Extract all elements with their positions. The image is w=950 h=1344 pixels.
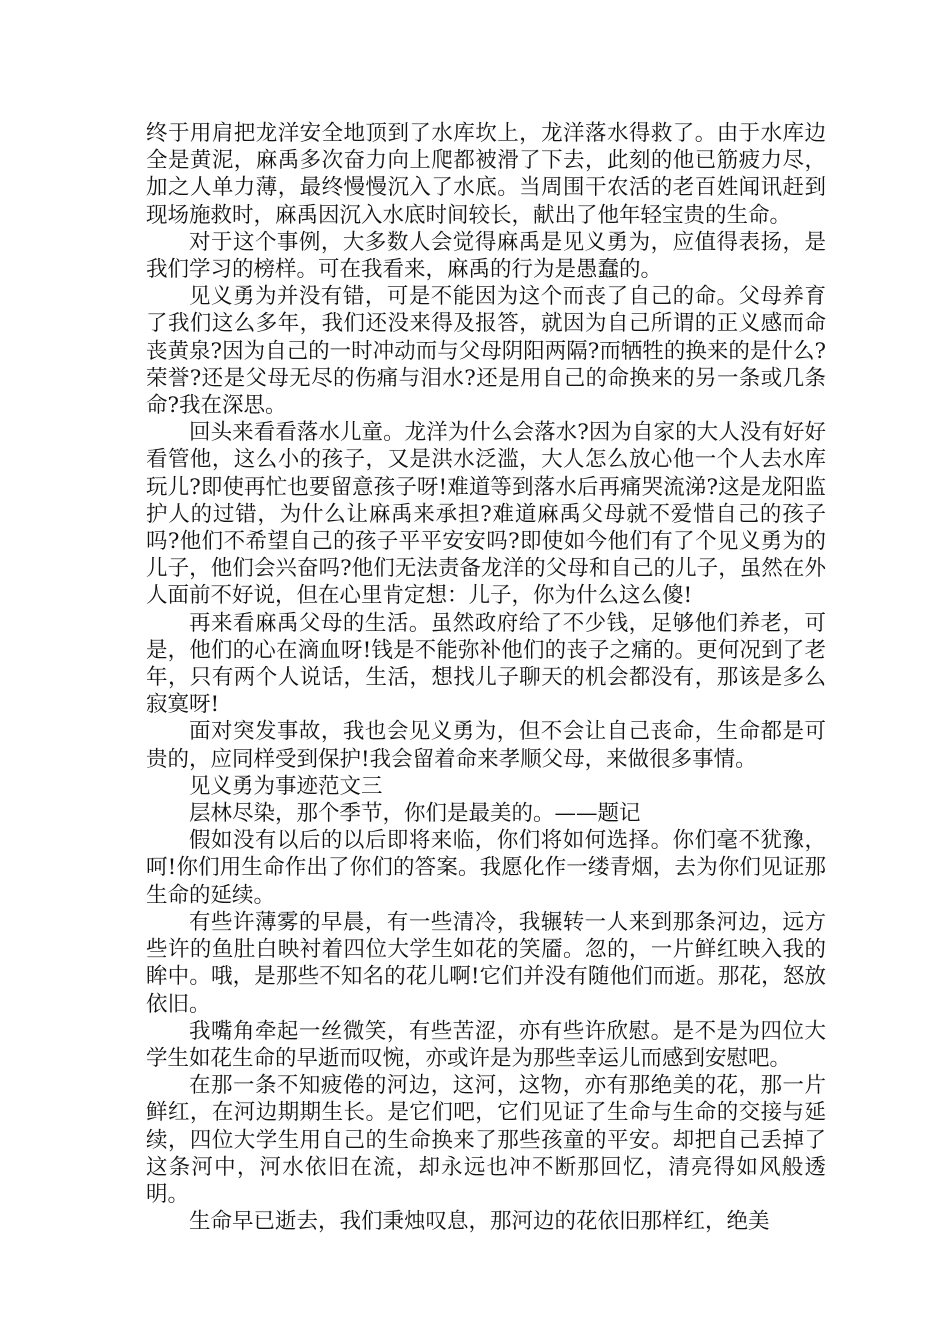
section-heading: 见义勇为事迹范文三 — [189, 773, 383, 799]
paragraph: 再来看麻禹父母的生活。虽然政府给了不少钱，足够他们养老，可是，他们的心在滴血呀!钱是不能弥补他们的丧子之痛的。更何况到了老年，只有两个人说话，生活，想找儿子聊天的机会都没有，那该是多么寂寞呀! — [146, 610, 826, 718]
paragraph: 在那一条不知疲倦的河边，这河，这物，亦有那绝美的花，那一片鲜红，在河边期期生长。是它们吧，它们见证了生命与生命的交接与延续，四位大学生用自己的生命换来了那些孩童的平安。却把自己丢掉了这条河中，河水依旧在流，却永远也冲不断那回忆，清亮得如风般透明。 — [146, 1073, 826, 1207]
paragraph: 面对突发事故，我也会见义勇为，但不会让自己丧命，生命都是可贵的，应同样受到保护!我会留着命来孝顺父母，来做很多事情。 — [146, 719, 826, 772]
paragraph: 对于这个事例，大多数人会觉得麻禹是见义勇为，应值得表扬，是我们学习的榜样。可在我看来，麻禹的行为是愚蠢的。 — [146, 229, 826, 283]
paragraph: 终于用肩把龙洋安全地顶到了水库坎上，龙洋落水得救了。由于水库边全是黄泥，麻禹多次奋力向上爬都被滑了下去，此刻的他已筋疲力尽，加之人单力薄，最终慢慢沉入了水底。当周围干农活的老百姓闻讯赶到现场施救时，麻禹因沉入水底时间较长，献出了他年轻宝贵的生命。 — [146, 121, 826, 228]
paragraph: 生命早已逝去，我们秉烛叹息，那河边的花依旧那样红，绝美 — [189, 1209, 770, 1235]
paragraph: 假如没有以后的以后即将来临，你们将如何选择。你们毫不犹豫，呵!你们用生命作出了你们的答案。我愿化作一缕青烟，去为你们见证那生命的延续。 — [146, 828, 826, 908]
paragraph: 回头来看看落水儿童。龙洋为什么会落水?因为自家的大人没有好好看管他，这么小的孩子，又是洪水泛滥，大人怎么放心他一个人去水库玩儿?即使再忙也要留意孩子呀!难道等到落水后再痛哭流涕?这是龙阳监护人的过错，为什么让麻禹来承担?难道麻禹父母就不爱惜自己的孩子吗?他们不希望自己的孩子平平安安吗?即使如今他们有了个见义勇为的儿子，他们会兴奋吗?他们无法责备龙洋的父母和自己的儿子，虽然在外人面前不好说，但在心里肯定想：儿子，你为什么这么傻! — [146, 420, 826, 609]
paragraph: 有些许薄雾的早晨，有一些清冷，我辗转一人来到那条河边，远方些许的鱼肚白映衬着四位大学生如花的笑靥。忽的，一片鲜红映入我的眸中。哦，是那些不知名的花儿啊!它们并没有随他们而逝。那花，怒放依旧。 — [146, 909, 826, 1017]
epigraph: 层林尽染，那个季节，你们是最美的。——题记 — [189, 801, 641, 827]
paragraph: 见义勇为并没有错，可是不能因为这个而丧了自己的命。父母养育了我们这么多年，我们还没来得及报答，就因为自己所谓的正义感而命丧黄泉?因为自己的一时冲动而与父母阴阳两隔?而牺牲的换来的是什么?荣誉?还是父母无尽的伤痛与泪水?还是用自己的命换来的另一条或几条命?我在深思。 — [146, 284, 826, 419]
paragraph: 我嘴角牵起一丝微笑，有些苦涩，亦有些许欣慰。是不是为四位大学生如花生命的早逝而叹惋，亦或许是为那些幸运儿而感到安慰吧。 — [146, 1018, 826, 1071]
document-page — [146, 120, 826, 1235]
